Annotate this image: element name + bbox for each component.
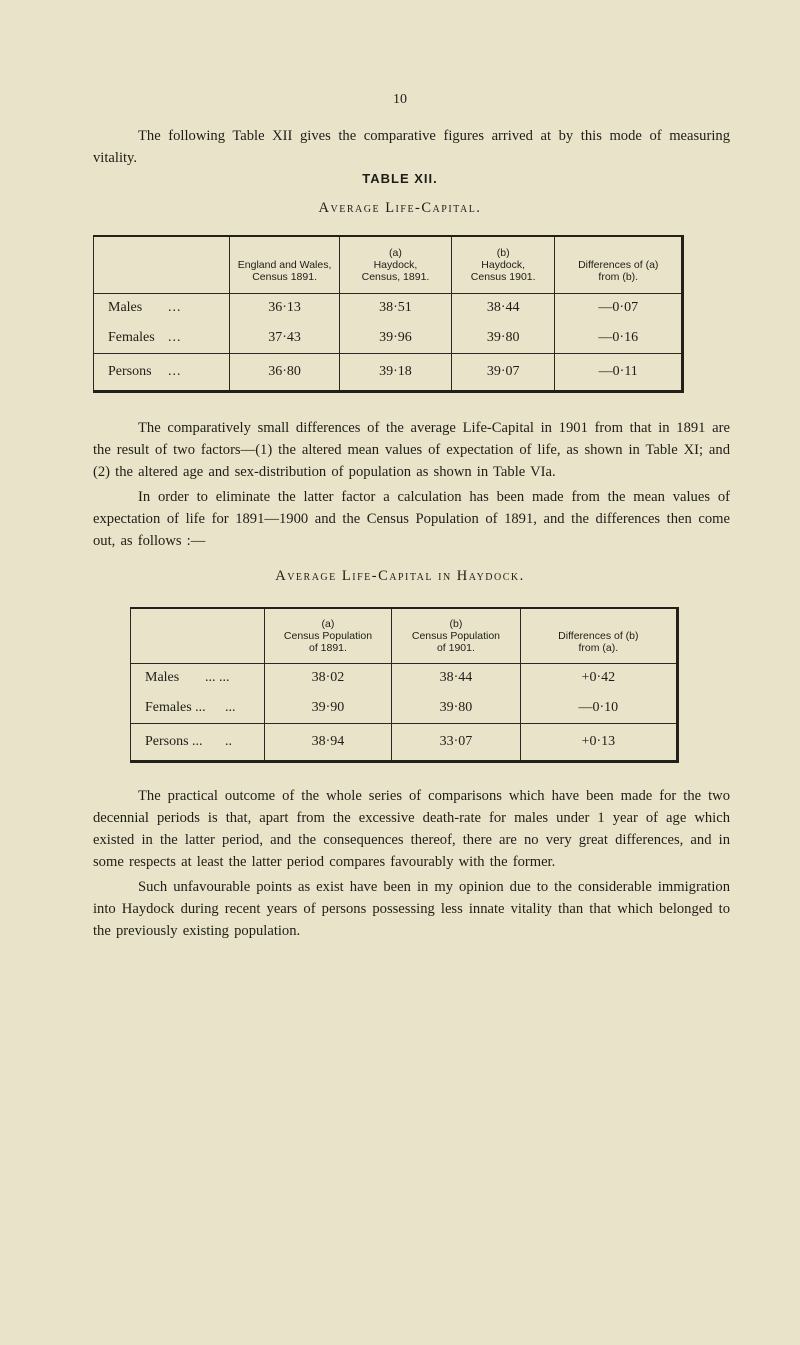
- table-cell: 39·18: [340, 353, 452, 391]
- row-label: Persons ...: [94, 353, 230, 391]
- paragraph-outcome: The practical outcome of the whole series of comparisons which have been made for the two decennial periods is that, apart from the excessive death-rate for males under 1 year of age which existed in the latter period, and the consequences thereof, there are no very great differences, and in some respects at least the latter period compares favourably with the former.: [93, 788, 730, 870]
- row-label: Males ... ...: [131, 663, 265, 693]
- table-cell: 38·44: [392, 663, 520, 693]
- table-subtitle: Average Life-Capital.: [318, 200, 482, 216]
- table-cell: 39·80: [392, 693, 520, 723]
- table-cell: +0·13: [520, 723, 677, 761]
- table-row: [131, 663, 678, 693]
- table-cell: 38·44: [451, 293, 555, 323]
- table-cell: 39·90: [264, 693, 391, 723]
- life-capital-haydock-table: [130, 607, 679, 763]
- table-row: [94, 323, 683, 353]
- page-number: 10: [393, 92, 407, 107]
- header-cell-differences: Differences of (a) from (b).: [555, 236, 683, 293]
- table-cell: 36·80: [230, 353, 340, 391]
- header-cell-empty: [131, 608, 265, 663]
- row-label: Females ...: [94, 323, 230, 353]
- table2-subtitle: Average Life-Capital in Haydock.: [275, 568, 525, 584]
- table-cell: 36·13: [230, 293, 340, 323]
- header-cell-differences: Differences of (b) from (a).: [520, 608, 677, 663]
- row-label: Females ... ...: [131, 693, 265, 723]
- intro-paragraph: The following Table XII gives the comparative figures arrived at by this mode of measuring vitality.: [93, 128, 730, 166]
- table-cell: 37·43: [230, 323, 340, 353]
- table-cell: 38·02: [264, 663, 391, 693]
- table-cell: 38·94: [264, 723, 391, 761]
- table-row: [94, 293, 683, 323]
- table-cell: 39·96: [340, 323, 452, 353]
- header-cell-population-1891: (a) Census Population of 1891.: [264, 608, 391, 663]
- header-cell-england-wales: England and Wales, Census 1891.: [230, 236, 340, 293]
- table-title: TABLE XII.: [362, 171, 438, 186]
- table-header-row: [94, 236, 683, 293]
- table-row: [94, 353, 683, 391]
- table-row: [131, 723, 678, 761]
- table-cell: 39·80: [451, 323, 555, 353]
- paragraph-unfavourable: Such unfavourable points as exist have been in my opinion due to the considerable immigration into Haydock during recent years of persons possessing less innate vitality than that which belonged to the previously existing population.: [93, 879, 730, 939]
- table-cell: 33·07: [392, 723, 520, 761]
- header-cell-population-1901: (b) Census Population of 1901.: [392, 608, 520, 663]
- table-cell: —0·11: [555, 353, 683, 391]
- life-capital-table: [93, 235, 684, 393]
- table-cell: 39·07: [451, 353, 555, 391]
- row-label: Males ...: [94, 293, 230, 323]
- paragraph-differences: The comparatively small differences of the average Life-Capital in 1901 from that in 1891 are the result of two factors—(1) the altered mean values of expectation of life, as shown in Table XI; and (2) the altered age and sex-distribution of population as shown in Table VIa.: [93, 420, 730, 480]
- header-cell-haydock-1891: (a) Haydock, Census, 1891.: [340, 236, 452, 293]
- table-cell: 38·51: [340, 293, 452, 323]
- paragraph-eliminate: In order to eliminate the latter factor a calculation has been made from the mean values of expectation of life for 1891—1900 and the Census Population of 1891, and the differences then come out, as follows :—: [93, 489, 730, 549]
- header-cell-haydock-1901: (b) Haydock, Census 1901.: [451, 236, 555, 293]
- row-label: Persons ... ..: [131, 723, 265, 761]
- table-cell: —0·07: [555, 293, 683, 323]
- table-cell: +0·42: [520, 663, 677, 693]
- table-header-row: [131, 608, 678, 663]
- table-cell: —0·16: [555, 323, 683, 353]
- table-cell: —0·10: [520, 693, 677, 723]
- header-cell-empty: [94, 236, 230, 293]
- table-row: [131, 693, 678, 723]
